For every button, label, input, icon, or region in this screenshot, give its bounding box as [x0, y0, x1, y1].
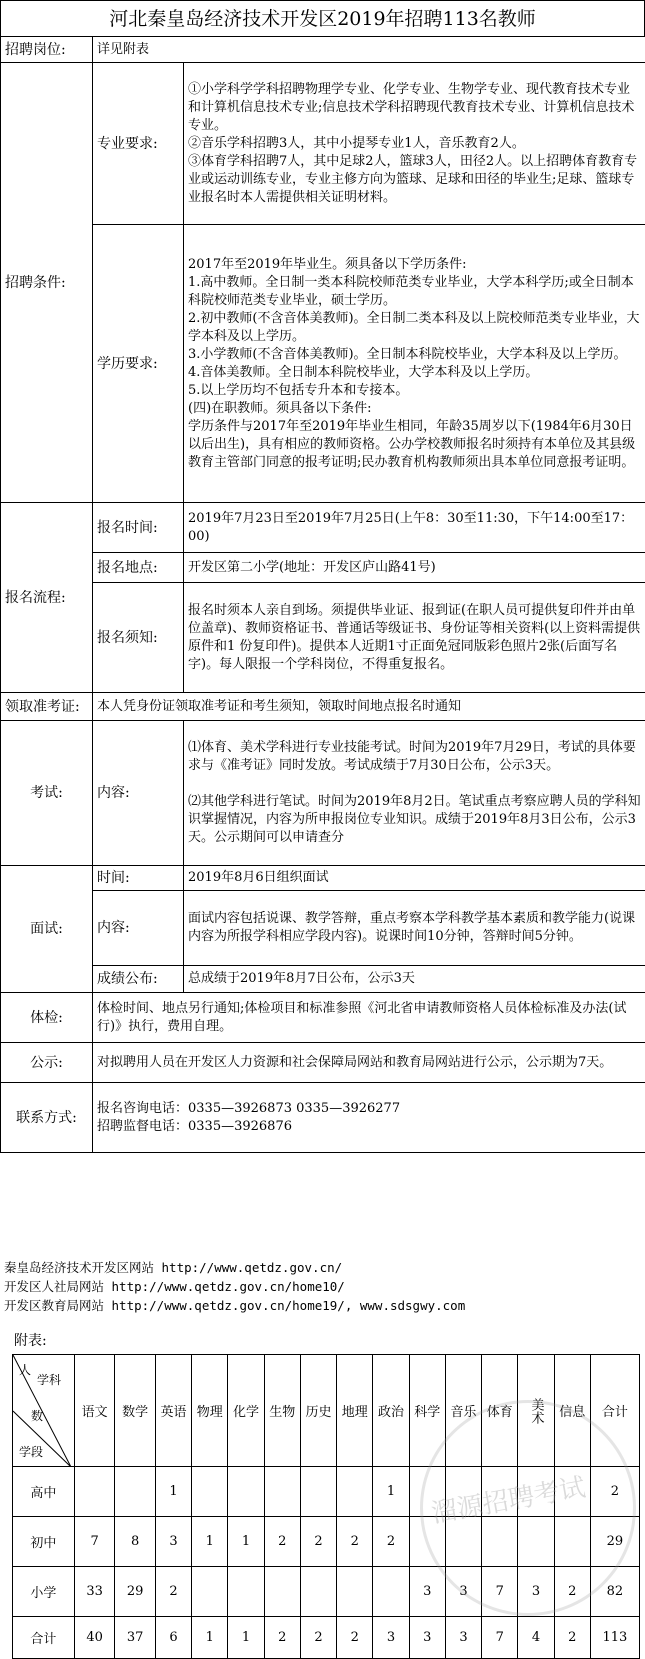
contact-label: 联系方式:	[1, 1083, 93, 1153]
annex-count-cell: 6	[155, 1617, 191, 1659]
annex-subject-header: 生物	[264, 1355, 300, 1467]
annex-count-cell	[373, 1567, 409, 1617]
exam-content-value: ⑴体育、美术学科进行专业技能考试。时间为2019年7月29日，考试的具体要求与《准考证》同时发放。考试成绩于7月30日公布，公示3天。 ⑵其他学科进行笔试。时间为2019年8月2日。笔试重点考察应聘人员的学科知识掌握情况，内容为所申报岗位专业知识。成绩于2019年8月3日公布，公示3天。公示期间可以申请查分	[184, 721, 645, 866]
major-value: ①小学科学学科招聘物理学专业、化学专业、生物学专业、现代教育技术专业和计算机信息技术专业;信息技术学科招聘现代教育技术专业、计算机信息技术专业。 ②音乐学科招聘3人，其中小提琴专业1人，音乐教育2人。 ③体育学科招聘7人，其中足球2人，篮球3人，田径2人。以上招聘体育教育专业或运动训练专业，专业主修方向为篮球、足球和田径的毕业生;足球、篮球专业报名时本人需提供相关证明材料。	[184, 63, 645, 225]
annex-subject-header: 科学	[409, 1355, 445, 1467]
annex-count-cell: 7	[482, 1567, 518, 1617]
ticket-value: 本人凭身份证领取准考证和考生须知，领取时间地点报名时通知	[93, 693, 645, 721]
corner-ren: 人	[19, 1361, 31, 1378]
annex-count-cell	[554, 1467, 590, 1517]
link-dev-zone[interactable]: 秦皇岛经济技术开发区网站 http://www.qetdz.gov.cn/	[4, 1258, 644, 1277]
annex-count-cell: 7	[482, 1617, 518, 1659]
interview-time-value: 2019年8月6日组织面试	[184, 866, 645, 891]
annex-subject-header: 体育	[482, 1355, 518, 1467]
annex-count-cell: 1	[228, 1517, 264, 1567]
annex-count-cell: 33	[74, 1567, 115, 1617]
annex-count-cell: 2	[300, 1617, 336, 1659]
website-links	[4, 1258, 644, 1315]
annex-row	[13, 1567, 640, 1617]
annex-count-cell	[74, 1467, 115, 1517]
annex-count-cell: 2	[155, 1567, 191, 1617]
annex-count-cell: 29	[590, 1517, 639, 1567]
annex-count-cell: 1	[228, 1617, 264, 1659]
annex-count-cell: 3	[445, 1617, 481, 1659]
reg-time-value: 2019年7月23日至2019年7月25日(上午8：30至11:30，下午14:00至17：00)	[184, 503, 645, 553]
annex-count-cell: 3	[409, 1567, 445, 1617]
interview-content-label: 内容:	[93, 891, 184, 966]
publicity-value: 对拟聘用人员在开发区人力资源和社会保障局网站和教育局网站进行公示，公示期为7天。	[93, 1043, 645, 1083]
annex-count-cell	[482, 1467, 518, 1517]
reg-notice-label: 报名须知:	[93, 583, 184, 693]
annex-subject-header: 美术	[518, 1355, 554, 1467]
watermark-text: 溜源招聘考试	[428, 1467, 588, 1531]
page-title: 河北秦皇岛经济技术开发区2019年招聘113名教师	[0, 0, 645, 36]
reg-notice-value: 报名时须本人亲自到场。须提供毕业证、报到证(在职人员可提供复印件并由单位盖章)、教师资格证书、普通话等级证书、身份证等相关资料(以上资料需提供原件和1 份复印件)。提供本人近期1寸正面免冠同版彩色照片2张(后面写名字)。每人限报一个学科岗位，不得重复报名。	[184, 583, 645, 693]
annex-count-cell	[482, 1517, 518, 1567]
contact-value	[93, 1083, 645, 1153]
annex-label: 附表:	[14, 1330, 47, 1350]
annex-count-cell: 2	[337, 1617, 373, 1659]
annex-count-cell	[554, 1517, 590, 1567]
annex-subject-header: 政治	[373, 1355, 409, 1467]
ticket-label: 领取准考证:	[1, 693, 93, 721]
annex-count-cell: 4	[518, 1617, 554, 1659]
annex-count-cell	[264, 1467, 300, 1517]
annex-stage-label: 初中	[13, 1517, 75, 1567]
annex-count-cell	[300, 1567, 336, 1617]
annex-count-cell	[518, 1517, 554, 1567]
annex-count-cell: 3	[445, 1567, 481, 1617]
link-edu-bureau[interactable]: 开发区教育局网站 http://www.qetdz.gov.cn/home19/, www.sdsgwy.com	[4, 1296, 644, 1315]
annex-count-cell: 2	[590, 1467, 639, 1517]
physical-label: 体检:	[1, 993, 93, 1043]
annex-count-cell	[300, 1467, 336, 1517]
interview-result-label: 成绩公布:	[93, 966, 184, 993]
annex-count-cell: 3	[518, 1567, 554, 1617]
annex-subject-header: 合计	[590, 1355, 639, 1467]
annex-count-cell: 1	[192, 1517, 228, 1567]
annex-row	[13, 1617, 640, 1659]
annex-count-cell	[264, 1567, 300, 1617]
annex-count-cell: 2	[554, 1567, 590, 1617]
interview-time-label: 时间:	[93, 866, 184, 891]
annex-stage-label: 高中	[13, 1467, 75, 1517]
annex-count-cell	[445, 1467, 481, 1517]
annex-count-cell: 2	[300, 1517, 336, 1567]
annex-count-cell	[337, 1467, 373, 1517]
annex-count-cell: 2	[554, 1617, 590, 1659]
annex-count-cell: 82	[590, 1567, 639, 1617]
education-value: 2017年至2019年毕业生。须具备以下学历条件: 1.高中教师。全日制一类本科院校师范类专业毕业，大学本科学历;或全日制本科院校师范类专业毕业，硕士学历。 2.初中教师(不含音体美教师)。全日制二类本科及以上院校师范类专业毕业，大学本科及以上学历。 3.小学教师(不含音体美教师)。全日制本科院校毕业，大学本科及以上学历。 4.音体美教师。全日制本科院校毕业，大学本科及以上学历。 5.以上学历均不包括专升本和专接本。 (四)在职教师。须具备以下条件: 学历条件与2017年至2019年毕业生相同，年龄35周岁以下(1984年6月30日以后出生)，具有相应的教师资格。公办学校教师报名时须持有本单位及其县级教育主管部门同意的报考证明;民办教育机构教师须出具本单位同意报考证明。	[184, 225, 645, 503]
annex-count-cell: 3	[155, 1517, 191, 1567]
corner-shu: 数	[31, 1407, 43, 1424]
recruitment-info-table	[0, 36, 645, 1153]
annex-count-cell	[228, 1567, 264, 1617]
annex-subject-header: 数学	[115, 1355, 156, 1467]
annex-count-cell: 8	[115, 1517, 156, 1567]
annex-count-cell: 40	[74, 1617, 115, 1659]
corner-subject: 学科	[37, 1371, 61, 1388]
annex-row	[13, 1467, 640, 1517]
annex-subject-header: 信息	[554, 1355, 590, 1467]
annex-count-cell: 29	[115, 1567, 156, 1617]
contact-phone-supervise: 招聘监督电话：0335—3926876	[97, 1118, 641, 1136]
position-label: 招聘岗位:	[1, 37, 93, 63]
annex-count-cell	[228, 1467, 264, 1517]
reg-time-label: 报名时间:	[93, 503, 184, 553]
annex-count-cell: 1	[155, 1467, 191, 1517]
major-label: 专业要求:	[93, 63, 184, 225]
annex-count-cell: 3	[373, 1617, 409, 1659]
annex-count-cell	[518, 1467, 554, 1517]
corner-stage: 学段	[19, 1443, 43, 1460]
annex-subject-header: 语文	[74, 1355, 115, 1467]
annex-count-cell: 7	[74, 1517, 115, 1567]
reg-place-value: 开发区第二小学(地址：开发区庐山路41号)	[184, 553, 645, 583]
contact-phone-register: 报名咨询电话：0335—3926873 0335—3926277	[97, 1100, 641, 1118]
annex-table	[12, 1354, 640, 1659]
annex-count-cell: 2	[264, 1617, 300, 1659]
annex-subject-header: 英语	[155, 1355, 191, 1467]
annex-subject-header: 历史	[300, 1355, 336, 1467]
annex-count-cell	[337, 1567, 373, 1617]
interview-result-value: 总成绩于2019年8月7日公布，公示3天	[184, 966, 645, 993]
interview-content-value: 面试内容包括说课、教学答辩，重点考察本学科教学基本素质和教学能力(说课内容为所报学科相应学段内容)。说课时间10分钟，答辩时间5分钟。	[184, 891, 645, 966]
annex-count-cell: 1	[192, 1617, 228, 1659]
conditions-label: 招聘条件:	[1, 63, 93, 503]
exam-content-label: 内容:	[93, 721, 184, 866]
interview-label: 面试:	[1, 866, 93, 993]
annex-count-cell: 1	[373, 1467, 409, 1517]
annex-subject-header: 化学	[228, 1355, 264, 1467]
annex-count-cell	[192, 1567, 228, 1617]
annex-row	[13, 1517, 640, 1567]
annex-count-cell: 2	[373, 1517, 409, 1567]
annex-count-cell: 2	[264, 1517, 300, 1567]
annex-count-cell: 2	[337, 1517, 373, 1567]
annex-subject-header: 地理	[337, 1355, 373, 1467]
link-hr-bureau[interactable]: 开发区人社局网站 http://www.qetdz.gov.cn/home10/	[4, 1277, 644, 1296]
annex-count-cell	[115, 1467, 156, 1517]
annex-count-cell	[445, 1517, 481, 1567]
annex-count-cell: 37	[115, 1617, 156, 1659]
annex-subject-header: 音乐	[445, 1355, 481, 1467]
annex-stage-label: 合计	[13, 1617, 75, 1659]
process-label: 报名流程:	[1, 503, 93, 693]
annex-count-cell: 3	[409, 1617, 445, 1659]
physical-value: 体检时间、地点另行通知;体检项目和标准参照《河北省申请教师资格人员体检标准及办法(试行)》执行，费用自理。	[93, 993, 645, 1043]
annex-corner-cell	[13, 1355, 75, 1467]
annex-count-cell	[192, 1467, 228, 1517]
annex-count-cell: 113	[590, 1617, 639, 1659]
annex-count-cell	[409, 1467, 445, 1517]
education-label: 学历要求:	[93, 225, 184, 503]
publicity-label: 公示:	[1, 1043, 93, 1083]
exam-label: 考试:	[1, 721, 93, 866]
annex-stage-label: 小学	[13, 1567, 75, 1617]
position-value: 详见附表	[93, 37, 645, 63]
annex-subject-header: 物理	[192, 1355, 228, 1467]
annex-count-cell	[409, 1517, 445, 1567]
reg-place-label: 报名地点:	[93, 553, 184, 583]
